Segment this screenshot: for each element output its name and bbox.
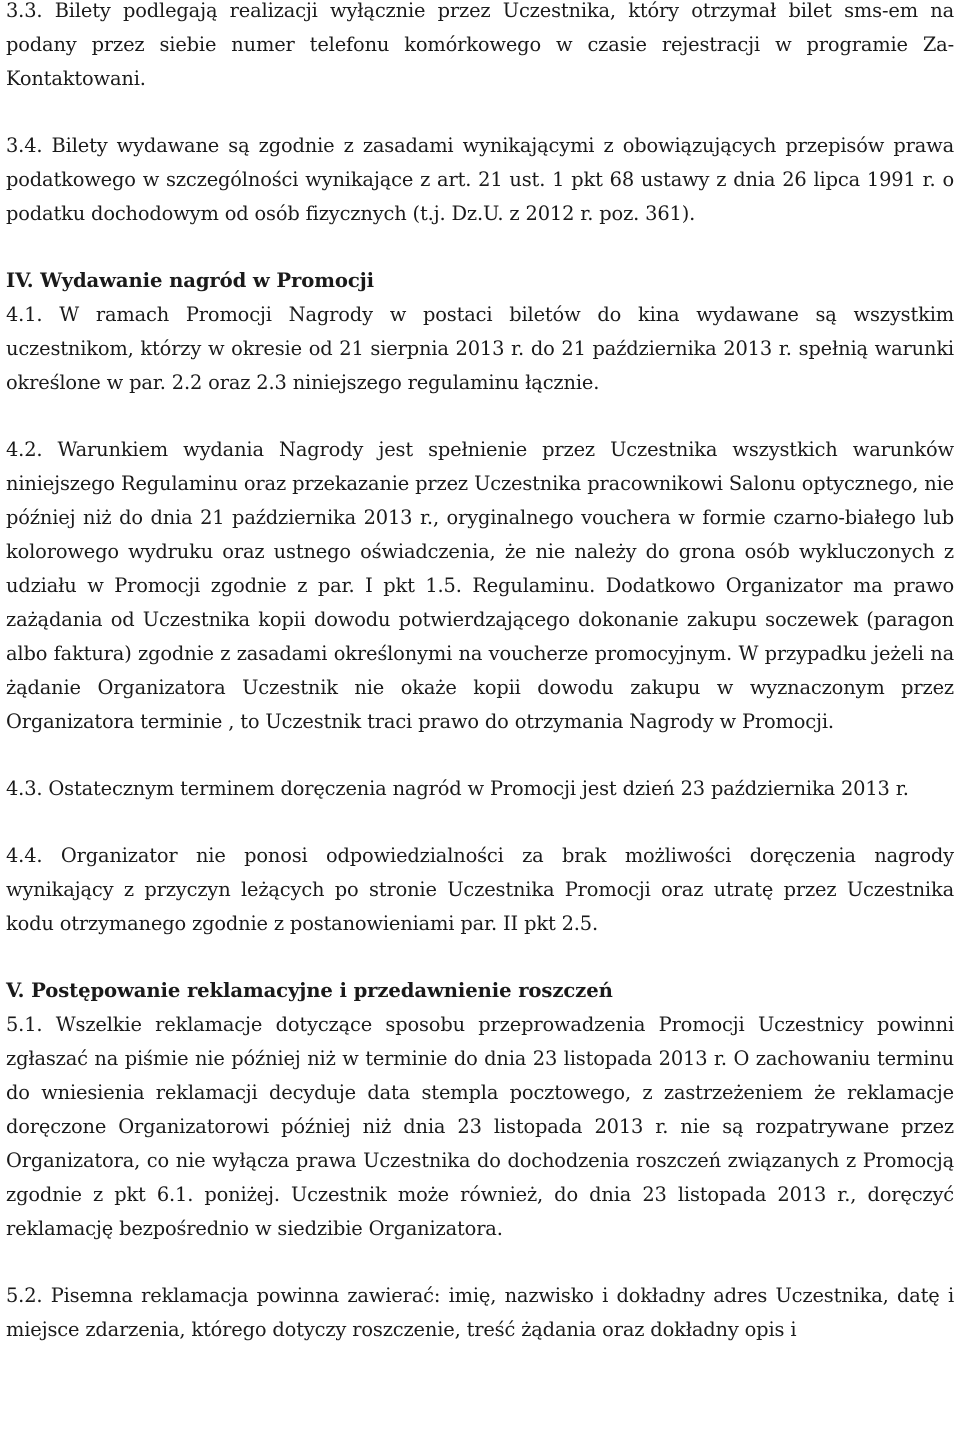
section-heading-iv: IV. Wydawanie nagród w Promocji [6, 269, 375, 292]
paragraph-5-2: 5.2. Pisemna reklamacja powinna zawierać: imię, nazwisko i dokładny adres Uczestnika, datę i miejsce zdarzenia, którego dotyczy roszczenie, treść żądania oraz dokładny opis i [6, 1284, 954, 1341]
section-heading-v: V. Postępowanie reklamacyjne i przedawnienie roszczeń [6, 979, 613, 1002]
paragraph-4-4: 4.4. Organizator nie ponosi odpowiedzialności za brak możliwości doręczenia nagrody wynikający z przyczyn leżących po stronie Uczestnika Promocji oraz utratę przez Uczestnika kodu otrzymanego zgodnie z postanowieniami par. II pkt 2.5. [6, 844, 954, 935]
paragraph-3-3: 3.3. Bilety podlegają realizacji wyłącznie przez Uczestnika, który otrzymał bilet sms-em na podany przez siebie numer telefonu komórkowego w czasie rejestracji w programie Za-Kontaktowani. [6, 0, 954, 90]
paragraph-4-3: 4.3. Ostatecznym terminem doręczenia nagród w Promocji jest dzień 23 października 2013 r. [6, 777, 909, 800]
paragraph-4-1: 4.1. W ramach Promocji Nagrody w postaci biletów do kina wydawane są wszystkim uczestnikom, którzy w okresie od 21 sierpnia 2013 r. do 21 października 2013 r. spełnią warunki określone w par. 2.2 oraz 2.3 niniejszego regulaminu łącznie. [6, 303, 954, 394]
paragraph-5-1: 5.1. Wszelkie reklamacje dotyczące sposobu przeprowadzenia Promocji Uczestnicy powinni zgłaszać na piśmie nie później niż w terminie do dnia 23 listopada 2013 r. O zachowaniu terminu do wniesienia reklamacji decyduje data stempla pocztowego, z zastrzeżeniem że reklamacje doręczone Organizatorowi później niż dnia 23 listopada 2013 r. nie są rozpatrywane przez Organizatora, co nie wyłącza prawa Uczestnika do dochodzenia roszczeń związanych z Promocją zgodnie z pkt 6.1. poniżej. Uczestnik może również, do dnia 23 listopada 2013 r., doręczyć reklamację bezpośrednio w siedzibie Organizatora. [6, 1013, 954, 1240]
paragraph-4-2: 4.2. Warunkiem wydania Nagrody jest spełnienie przez Uczestnika wszystkich warunków niniejszego Regulaminu oraz przekazanie przez Uczestnika pracownikowi Salonu optycznego, nie później niż do dnia 21 października 2013 r., oryginalnego vouchera w formie czarno-białego lub kolorowego wydruku oraz ustnego oświadczenia, że nie należy do grona osób wykluczonych z udziału w Promocji zgodnie z par. I pkt 1.5. Regulaminu. Dodatkowo Organizator ma prawo zażądania od Uczestnika kopii dowodu potwierdzającego dokonanie zakupu soczewek (paragon albo faktura) zgodnie z zasadami określonymi na voucherze promocyjnym. W przypadku jeżeli na żądanie Organizatora Uczestnik nie okaże kopii dowodu zakupu w wyznaczonym przez Organizatora terminie , to Uczestnik traci prawo do otrzymania Nagrody w Promocji. [6, 438, 954, 733]
paragraph-3-4: 3.4. Bilety wydawane są zgodnie z zasadami wynikającymi z obowiązujących przepisów prawa podatkowego w szczególności wynikające z art. 21 ust. 1 pkt 68 ustawy z dnia 26 lipca 1991 r. o podatku dochodowym od osób fizycznych (t.j. Dz.U. z 2012 r. poz. 361). [6, 134, 954, 225]
